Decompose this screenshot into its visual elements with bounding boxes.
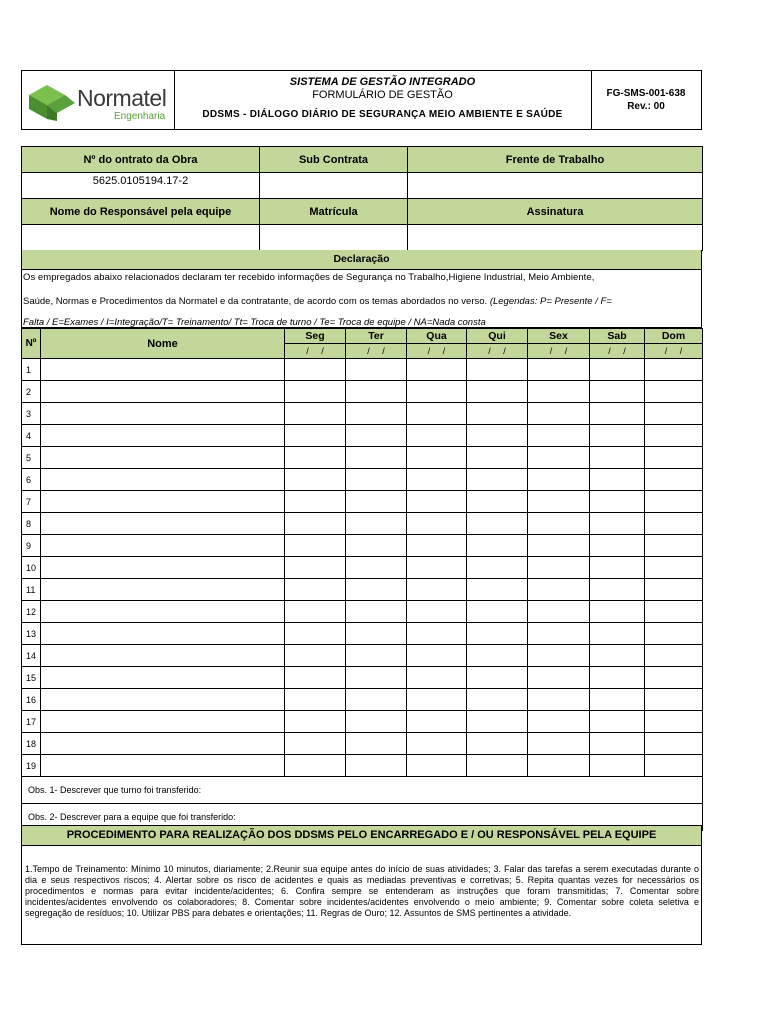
attendance-cell-seg[interactable] xyxy=(285,381,346,403)
row-number: 6 xyxy=(22,469,41,491)
employee-name-field[interactable] xyxy=(41,425,285,447)
day-date-ter[interactable]: / / xyxy=(346,344,407,359)
attendance-cell-dom[interactable] xyxy=(645,513,703,535)
attendance-cell-qua[interactable] xyxy=(407,491,467,513)
attendance-cell-qua[interactable] xyxy=(407,359,467,381)
attendance-cell-seg[interactable] xyxy=(285,733,346,755)
attendance-cell-dom[interactable] xyxy=(645,623,703,645)
subcontract-header: Sub Contrata xyxy=(260,147,408,173)
procedure-text: 1.Tempo de Treinamento: Mínimo 10 minutos, diariamente; 2.Reunir sua equipe antes do início de suas atividades; 3. Falar das tarefas a serem executadas durante o dia e seus respectivos riscos; 4. Alertar sobre os risco de acidentes e quais as mediadas preventivas e corretivas; 5. Repita quantas vezes for necessários os procedimentos e normas para evitar incidente/acidentes; 6. Confira sempre se entenderam as instruções que foram transmitidas; 7. Comentar sobre incidentes/acidentes envolvendo os colaboradores; 8. Comentar sobre incidentes/acidentes envolvendo o meio ambiente; 9. Comentar sobre coleta seletiva e segregação de resíduos; 10. Utilizar PBS para debates e orientações; 11. Regras de Ouro; 12. Assuntos de SMS pertinentes a atividade. xyxy=(25,864,699,918)
attendance-cell-sex[interactable] xyxy=(528,711,590,733)
work-front-field[interactable] xyxy=(408,173,703,199)
attendance-cell-ter[interactable] xyxy=(346,469,407,491)
attendance-cell-dom[interactable] xyxy=(645,359,703,381)
row-number: 17 xyxy=(22,711,41,733)
attendance-cell-ter[interactable] xyxy=(346,579,407,601)
attendance-cell-qui[interactable] xyxy=(467,491,528,513)
attendance-cell-dom[interactable] xyxy=(645,601,703,623)
row-number: 12 xyxy=(22,601,41,623)
attendance-cell-qui[interactable] xyxy=(467,359,528,381)
attendance-cell-seg[interactable] xyxy=(285,557,346,579)
employee-name-field[interactable] xyxy=(41,601,285,623)
attendance-cell-qua[interactable] xyxy=(407,579,467,601)
attendance-cell-qua[interactable] xyxy=(407,623,467,645)
attendance-cell-ter[interactable] xyxy=(346,403,407,425)
obs-1-field[interactable]: Obs. 1- Descrever que turno foi transferido: xyxy=(22,777,703,804)
form-main-title: DDSMS - DIÁLOGO DIÁRIO DE SEGURANÇA MEIO AMBIENTE E SAÚDE xyxy=(202,109,563,120)
table-row xyxy=(22,403,703,425)
table-row xyxy=(22,381,703,403)
attendance-cell-dom[interactable] xyxy=(645,425,703,447)
employee-name-field[interactable] xyxy=(41,579,285,601)
attendance-cell-sab[interactable] xyxy=(590,755,645,777)
attendance-cell-ter[interactable] xyxy=(346,535,407,557)
attendance-cell-dom[interactable] xyxy=(645,689,703,711)
row-number: 18 xyxy=(22,733,41,755)
attendance-cell-sex[interactable] xyxy=(528,689,590,711)
attendance-cell-qua[interactable] xyxy=(407,381,467,403)
attendance-cell-dom[interactable] xyxy=(645,447,703,469)
attendance-cell-seg[interactable] xyxy=(285,447,346,469)
day-header-sab: Sab xyxy=(590,329,645,344)
attendance-cell-sab[interactable] xyxy=(590,359,645,381)
table-row xyxy=(22,733,703,755)
employee-name-field[interactable] xyxy=(41,623,285,645)
attendance-cell-dom[interactable] xyxy=(645,579,703,601)
row-number: 2 xyxy=(22,381,41,403)
day-date-dom[interactable]: / / xyxy=(645,344,703,359)
attendance-cell-qui[interactable] xyxy=(467,601,528,623)
day-date-seg[interactable]: / / xyxy=(285,344,346,359)
attendance-cell-sab[interactable] xyxy=(590,491,645,513)
obs-2-field[interactable]: Obs. 2- Descrever para a equipe que foi transferido: xyxy=(22,804,703,831)
signature-header: Assinatura xyxy=(408,199,703,225)
row-number: 19 xyxy=(22,755,41,777)
team-lead-field[interactable] xyxy=(22,225,260,251)
form-title-block xyxy=(174,71,592,129)
attendance-cell-qua[interactable] xyxy=(407,447,467,469)
attendance-cell-qui[interactable] xyxy=(467,557,528,579)
attendance-cell-sab[interactable] xyxy=(590,623,645,645)
attendance-cell-ter[interactable] xyxy=(346,667,407,689)
attendance-cell-dom[interactable] xyxy=(645,403,703,425)
day-date-sab[interactable]: / / xyxy=(590,344,645,359)
row-number: 13 xyxy=(22,623,41,645)
attendance-cell-qui[interactable] xyxy=(467,667,528,689)
attendance-cell-dom[interactable] xyxy=(645,381,703,403)
attendance-cell-ter[interactable] xyxy=(346,733,407,755)
info-table xyxy=(21,146,703,251)
attendance-cell-sab[interactable] xyxy=(590,601,645,623)
attendance-cell-sab[interactable] xyxy=(590,733,645,755)
employee-name-field[interactable] xyxy=(41,557,285,579)
form-code-block xyxy=(591,71,701,129)
attendance-cell-sex[interactable] xyxy=(528,579,590,601)
attendance-cell-dom[interactable] xyxy=(645,755,703,777)
day-header-seg: Seg xyxy=(285,329,346,344)
attendance-cell-ter[interactable] xyxy=(346,381,407,403)
team-lead-header: Nome do Responsável pela equipe xyxy=(22,199,260,225)
attendance-cell-ter[interactable] xyxy=(346,447,407,469)
table-row xyxy=(22,711,703,733)
attendance-cell-sex[interactable] xyxy=(528,645,590,667)
attendance-cell-sex[interactable] xyxy=(528,755,590,777)
attendance-cell-sex[interactable] xyxy=(528,469,590,491)
attendance-cell-ter[interactable] xyxy=(346,601,407,623)
employee-name-field[interactable] xyxy=(41,733,285,755)
table-row xyxy=(22,689,703,711)
employee-name-field[interactable] xyxy=(41,645,285,667)
table-row xyxy=(22,667,703,689)
attendance-cell-qui[interactable] xyxy=(467,447,528,469)
attendance-cell-qui[interactable] xyxy=(467,645,528,667)
legend-line: Falta / E=Exames / I=Integração/T= Treinamento/ Tt= Troca de turno / Te= Troca de equipe / NA=Nada consta xyxy=(23,317,486,328)
attendance-cell-sab[interactable] xyxy=(590,425,645,447)
attendance-cell-qui[interactable] xyxy=(467,755,528,777)
attendance-cell-ter[interactable] xyxy=(346,513,407,535)
system-title: SISTEMA DE GESTÃO INTEGRADO xyxy=(289,76,476,88)
form-revision: Rev.: 00 xyxy=(627,101,665,112)
declaration-line-1: Os empregados abaixo relacionados declaram ter recebido informações de Segurança no Trabalho,Higiene Industrial, Meio Ambiente, xyxy=(23,272,595,283)
employee-name-field[interactable] xyxy=(41,535,285,557)
procedure-section xyxy=(21,825,702,945)
form-header xyxy=(21,70,702,130)
attendance-cell-sab[interactable] xyxy=(590,403,645,425)
attendance-cell-seg[interactable] xyxy=(285,667,346,689)
attendance-cell-dom[interactable] xyxy=(645,733,703,755)
attendance-cell-qui[interactable] xyxy=(467,381,528,403)
employee-name-field[interactable] xyxy=(41,469,285,491)
attendance-cell-qua[interactable] xyxy=(407,425,467,447)
attendance-cell-seg[interactable] xyxy=(285,469,346,491)
row-number: 4 xyxy=(22,425,41,447)
row-number: 1 xyxy=(22,359,41,381)
employee-name-field[interactable] xyxy=(41,447,285,469)
attendance-cell-sex[interactable] xyxy=(528,381,590,403)
logo-mark-icon xyxy=(27,79,77,123)
attendance-cell-ter[interactable] xyxy=(346,755,407,777)
row-number: 14 xyxy=(22,645,41,667)
attendance-cell-qui[interactable] xyxy=(467,711,528,733)
attendance-cell-sex[interactable] xyxy=(528,557,590,579)
attendance-cell-qui[interactable] xyxy=(467,579,528,601)
company-logo xyxy=(22,71,175,129)
attendance-cell-qua[interactable] xyxy=(407,535,467,557)
col-number-header: Nº xyxy=(22,329,41,359)
attendance-cell-seg[interactable] xyxy=(285,403,346,425)
attendance-cell-seg[interactable] xyxy=(285,623,346,645)
attendance-cell-dom[interactable] xyxy=(645,491,703,513)
attendance-cell-qua[interactable] xyxy=(407,733,467,755)
attendance-cell-sex[interactable] xyxy=(528,491,590,513)
contract-number-header: Nº do ontrato da Obra xyxy=(22,147,260,173)
table-row xyxy=(22,359,703,381)
attendance-cell-sab[interactable] xyxy=(590,557,645,579)
attendance-cell-seg[interactable] xyxy=(285,645,346,667)
attendance-cell-qui[interactable] xyxy=(467,403,528,425)
table-row xyxy=(22,645,703,667)
table-row xyxy=(22,513,703,535)
attendance-cell-sex[interactable] xyxy=(528,623,590,645)
contract-number-field[interactable]: 5625.0105194.17-2 xyxy=(22,173,260,199)
attendance-cell-qui[interactable] xyxy=(467,733,528,755)
attendance-cell-qua[interactable] xyxy=(407,469,467,491)
attendance-cell-ter[interactable] xyxy=(346,711,407,733)
row-number: 11 xyxy=(22,579,41,601)
attendance-cell-qua[interactable] xyxy=(407,755,467,777)
row-number: 3 xyxy=(22,403,41,425)
attendance-cell-dom[interactable] xyxy=(645,557,703,579)
attendance-cell-qui[interactable] xyxy=(467,469,528,491)
row-number: 5 xyxy=(22,447,41,469)
attendance-cell-qua[interactable] xyxy=(407,557,467,579)
attendance-cell-sex[interactable] xyxy=(528,403,590,425)
employee-name-field[interactable] xyxy=(41,491,285,513)
day-header-dom: Dom xyxy=(645,329,703,344)
table-row xyxy=(22,623,703,645)
col-name-header: Nome xyxy=(41,329,285,359)
attendance-cell-sex[interactable] xyxy=(528,425,590,447)
declaration-text-2: Saúde, Normas e Procedimentos da Normatel e da contratante, de acordo com os temas abordados no verso. xyxy=(23,296,488,307)
signature-field[interactable] xyxy=(408,225,703,251)
attendance-cell-qua[interactable] xyxy=(407,711,467,733)
subcontract-field[interactable] xyxy=(260,173,408,199)
row-number: 16 xyxy=(22,689,41,711)
registration-field[interactable] xyxy=(260,225,408,251)
attendance-cell-dom[interactable] xyxy=(645,667,703,689)
day-header-qua: Qua xyxy=(407,329,467,344)
row-number: 15 xyxy=(22,667,41,689)
attendance-cell-seg[interactable] xyxy=(285,689,346,711)
row-number: 9 xyxy=(22,535,41,557)
attendance-cell-qui[interactable] xyxy=(467,535,528,557)
table-row xyxy=(22,579,703,601)
table-row xyxy=(22,469,703,491)
attendance-cell-qua[interactable] xyxy=(407,601,467,623)
day-header-qui: Qui xyxy=(467,329,528,344)
row-number: 10 xyxy=(22,557,41,579)
attendance-cell-sex[interactable] xyxy=(528,513,590,535)
attendance-cell-qui[interactable] xyxy=(467,623,528,645)
attendance-cell-seg[interactable] xyxy=(285,425,346,447)
logo-name: Normatel xyxy=(77,85,167,111)
attendance-cell-sex[interactable] xyxy=(528,447,590,469)
attendance-cell-sab[interactable] xyxy=(590,689,645,711)
employee-name-field[interactable] xyxy=(41,711,285,733)
employee-name-field[interactable] xyxy=(41,513,285,535)
attendance-cell-qua[interactable] xyxy=(407,689,467,711)
attendance-cell-seg[interactable] xyxy=(285,711,346,733)
attendance-cell-sab[interactable] xyxy=(590,381,645,403)
employee-name-field[interactable] xyxy=(41,359,285,381)
attendance-cell-dom[interactable] xyxy=(645,645,703,667)
employee-name-field[interactable] xyxy=(41,667,285,689)
logo-subtitle: Engenharia xyxy=(114,111,166,122)
attendance-cell-qua[interactable] xyxy=(407,645,467,667)
attendance-cell-seg[interactable] xyxy=(285,755,346,777)
declaration-title: Declaração xyxy=(22,250,701,270)
attendance-cell-sab[interactable] xyxy=(590,469,645,491)
form-code: FG-SMS-001-638 xyxy=(606,88,686,99)
table-row xyxy=(22,447,703,469)
procedure-title: PROCEDIMENTO PARA REALIZAÇÃO DOS DDSMS PELO ENCARREGADO E / OU RESPONSÁVEL PELA EQUIPE xyxy=(22,826,701,846)
employee-name-field[interactable] xyxy=(41,403,285,425)
attendance-cell-ter[interactable] xyxy=(346,425,407,447)
table-row xyxy=(22,755,703,777)
form-type-title: FORMULÁRIO DE GESTÃO xyxy=(312,89,453,101)
attendance-cell-sex[interactable] xyxy=(528,667,590,689)
attendance-cell-sex[interactable] xyxy=(528,733,590,755)
attendance-cell-ter[interactable] xyxy=(346,491,407,513)
attendance-cell-sab[interactable] xyxy=(590,535,645,557)
attendance-cell-seg[interactable] xyxy=(285,579,346,601)
attendance-cell-qua[interactable] xyxy=(407,513,467,535)
row-number: 7 xyxy=(22,491,41,513)
day-header-sex: Sex xyxy=(528,329,590,344)
work-front-header: Frente de Trabalho xyxy=(408,147,703,173)
attendance-cell-ter[interactable] xyxy=(346,557,407,579)
attendance-cell-dom[interactable] xyxy=(645,469,703,491)
employee-name-field[interactable] xyxy=(41,381,285,403)
row-number: 8 xyxy=(22,513,41,535)
registration-header: Matrícula xyxy=(260,199,408,225)
attendance-cell-sex[interactable] xyxy=(528,359,590,381)
attendance-cell-sex[interactable] xyxy=(528,601,590,623)
attendance-cell-sab[interactable] xyxy=(590,579,645,601)
day-date-qua[interactable]: / / xyxy=(407,344,467,359)
declaration-line-2 xyxy=(23,296,612,307)
attendance-cell-ter[interactable] xyxy=(346,359,407,381)
attendance-cell-qua[interactable] xyxy=(407,403,467,425)
day-date-qui[interactable]: / / xyxy=(467,344,528,359)
attendance-cell-seg[interactable] xyxy=(285,491,346,513)
attendance-cell-seg[interactable] xyxy=(285,535,346,557)
table-row xyxy=(22,601,703,623)
attendance-cell-seg[interactable] xyxy=(285,359,346,381)
table-row xyxy=(22,557,703,579)
attendance-table xyxy=(21,328,703,831)
attendance-cell-sex[interactable] xyxy=(528,535,590,557)
attendance-cell-seg[interactable] xyxy=(285,513,346,535)
attendance-cell-qui[interactable] xyxy=(467,689,528,711)
day-date-sex[interactable]: / / xyxy=(528,344,590,359)
attendance-cell-qui[interactable] xyxy=(467,513,528,535)
attendance-cell-qui[interactable] xyxy=(467,425,528,447)
attendance-cell-dom[interactable] xyxy=(645,711,703,733)
employee-name-field[interactable] xyxy=(41,689,285,711)
declaration-section xyxy=(21,250,702,328)
employee-name-field[interactable] xyxy=(41,755,285,777)
table-row xyxy=(22,535,703,557)
attendance-cell-sab[interactable] xyxy=(590,447,645,469)
attendance-cell-seg[interactable] xyxy=(285,601,346,623)
attendance-cell-sab[interactable] xyxy=(590,711,645,733)
attendance-cell-sab[interactable] xyxy=(590,513,645,535)
table-row xyxy=(22,425,703,447)
attendance-cell-sab[interactable] xyxy=(590,667,645,689)
attendance-cell-ter[interactable] xyxy=(346,645,407,667)
table-row xyxy=(22,491,703,513)
attendance-cell-qua[interactable] xyxy=(407,667,467,689)
attendance-cell-dom[interactable] xyxy=(645,535,703,557)
legend-start: (Legendas: P= Presente / F= xyxy=(489,296,612,307)
day-header-ter: Ter xyxy=(346,329,407,344)
attendance-cell-sab[interactable] xyxy=(590,645,645,667)
attendance-cell-ter[interactable] xyxy=(346,689,407,711)
attendance-cell-ter[interactable] xyxy=(346,623,407,645)
